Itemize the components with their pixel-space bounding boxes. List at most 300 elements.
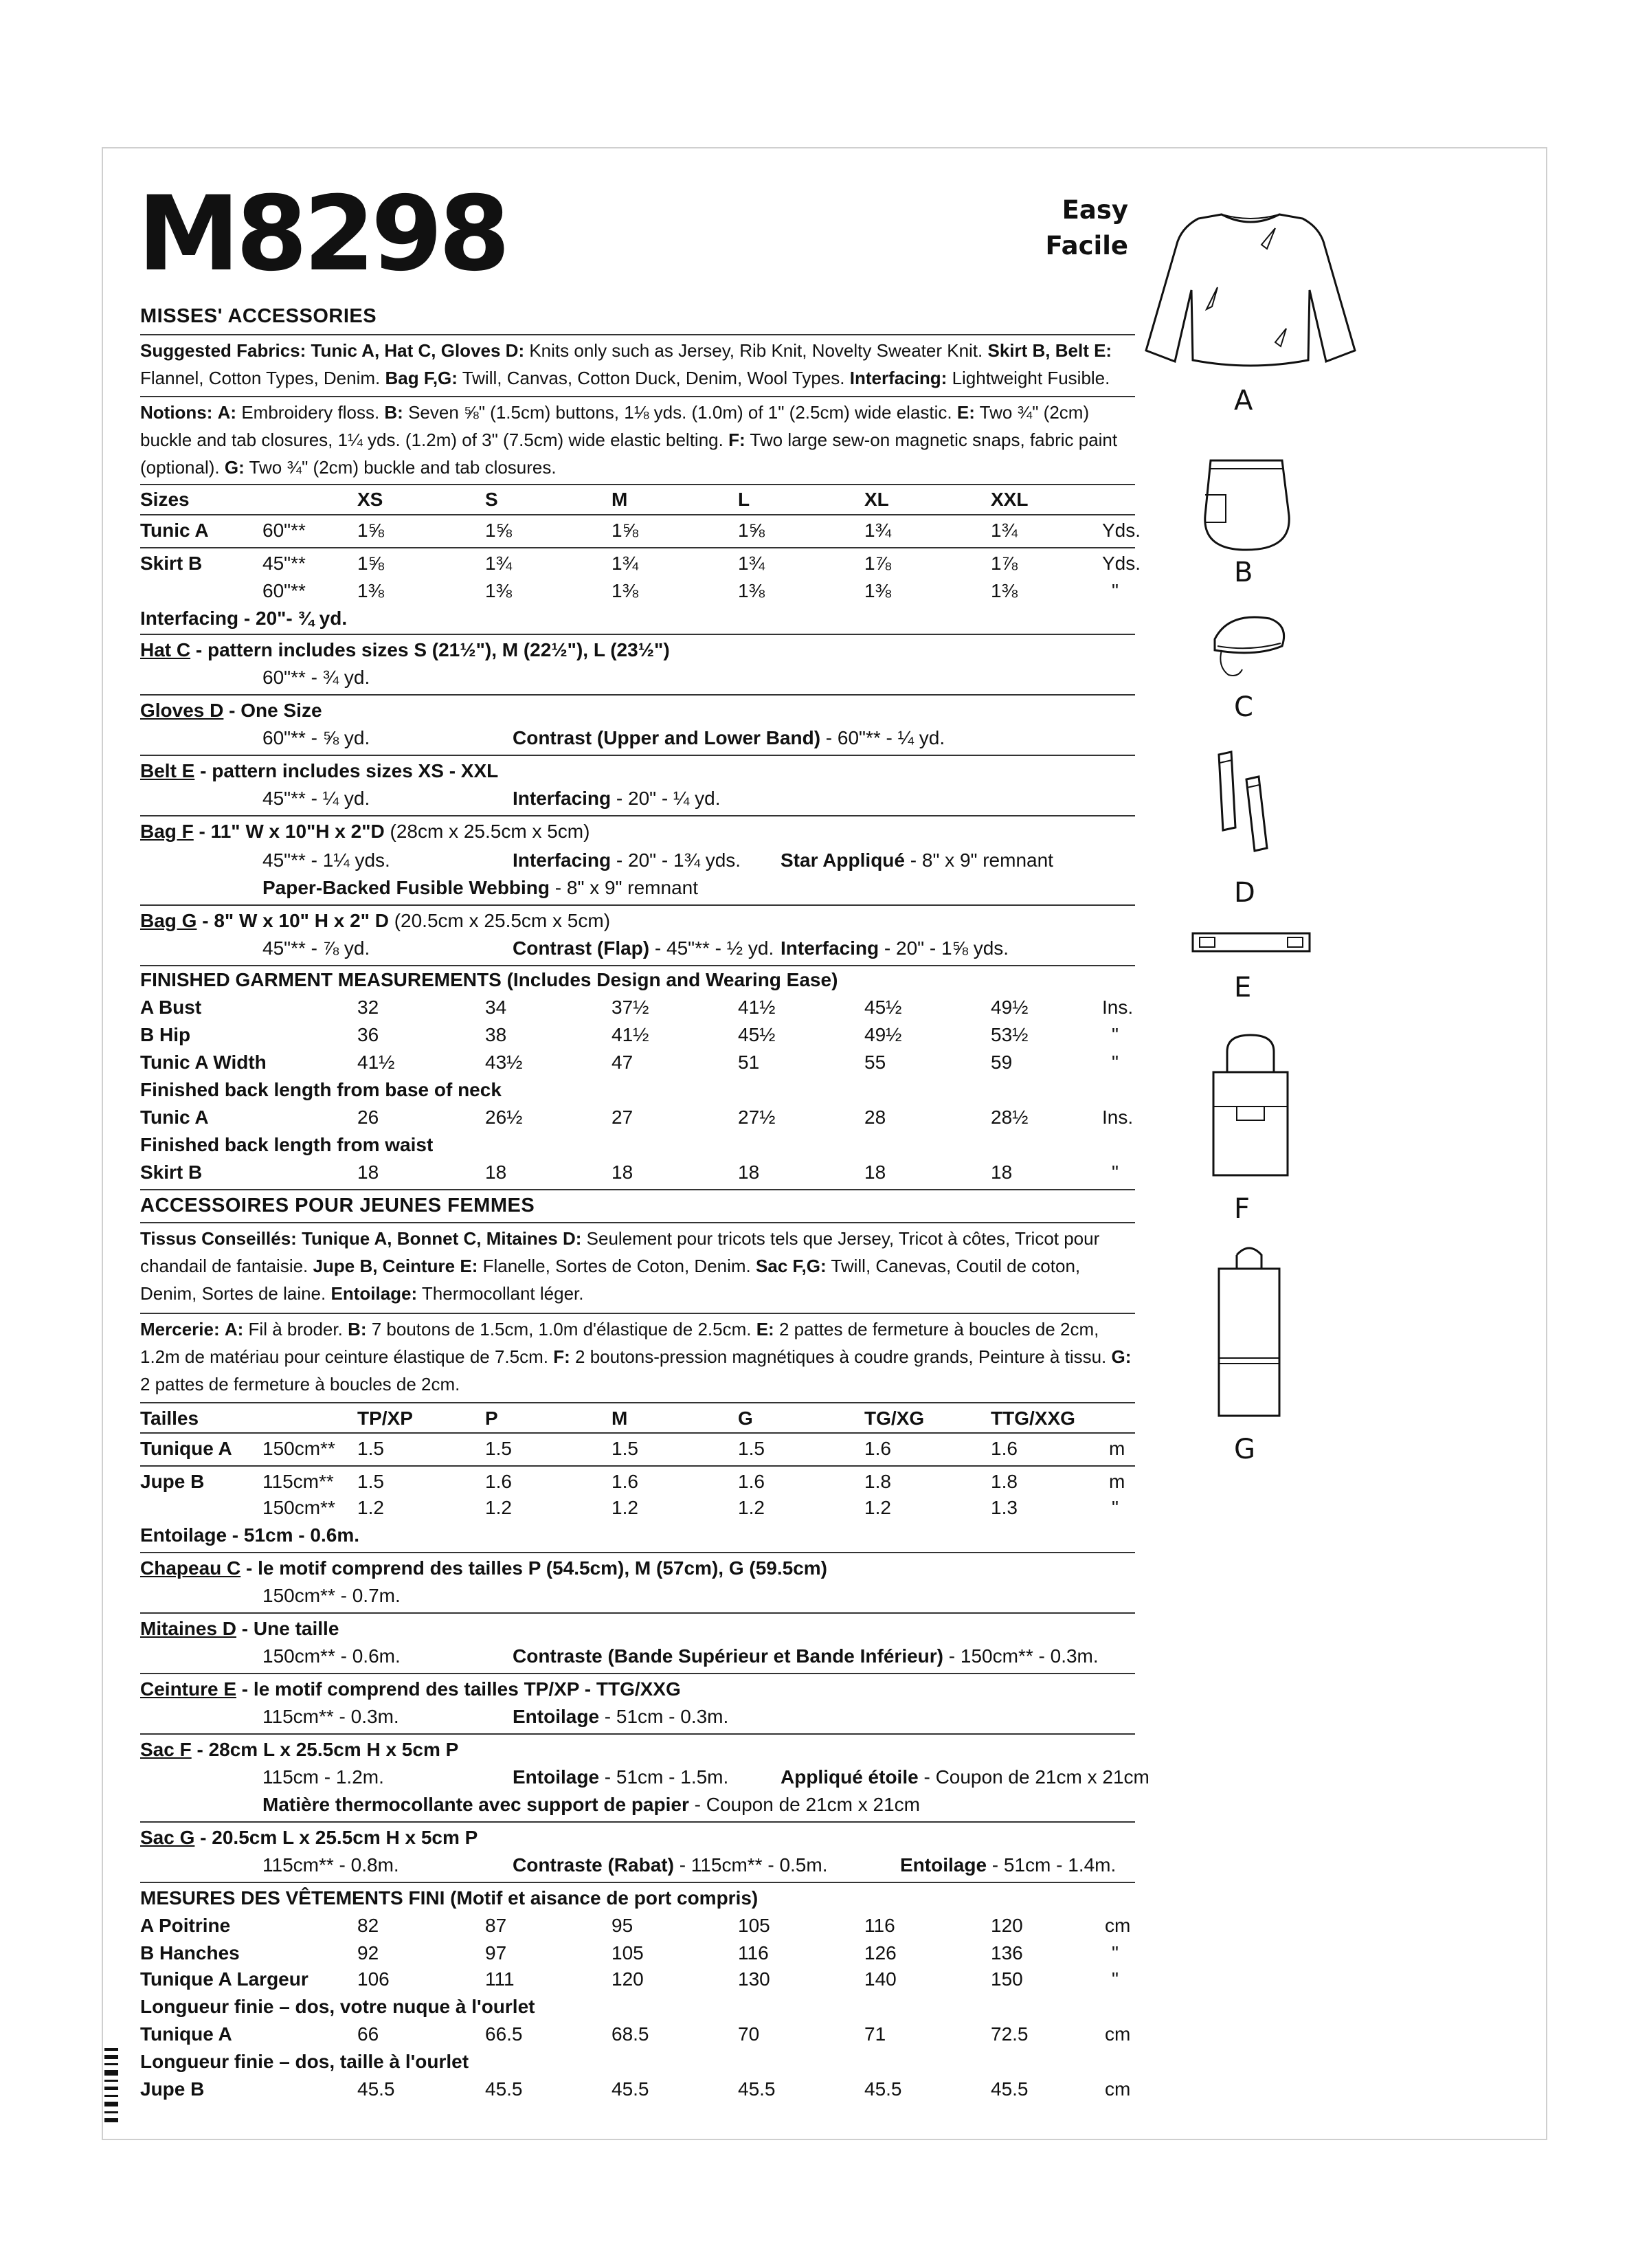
table-cell: 68.5 [612,2023,649,2045]
bag-g-metric: (20.5cm x 25.5cm x 5cm) [388,910,611,931]
notions-f-text: 2 boutons-pression magnétiques à coudre grands, Peinture à tissu. [575,1346,1107,1367]
divider [140,694,1135,696]
table-cell: 1.5 [485,1438,512,1459]
bag-g-contrast [513,935,774,962]
notions-f-text: Two large sew-on magnetic snaps, fabric paint (optional). [140,430,1118,478]
bag-f-title: Sac F [140,1739,192,1760]
table-cell: 1⅞ [991,553,1018,574]
table-cell: 140 [864,1968,897,1990]
unit: cm [1105,2023,1131,2045]
table-cell: 1.6 [738,1471,765,1492]
table-cell: 1⅜ [991,580,1018,601]
table-cell: 45.5 [738,2078,776,2100]
row-label: Tunic A [140,520,209,541]
bag-f-title: Bag F [140,821,194,842]
table-cell: 27 [612,1107,633,1128]
table-cell: 70 [738,2023,760,2045]
hat-c-line: 60"** - ¾ yd. [262,667,370,688]
hat-c-line: 150cm** - 0.7m. [262,1585,401,1606]
fabrics-a-label: Tunique A, Bonnet C, Mitaines D: [302,1228,582,1249]
table-cell: 43½ [485,1052,523,1073]
fabrics-c-text: Twill, Canvas, Cotton Duck, Denim, Wool Types. [462,368,845,388]
size-header: XXL [991,489,1029,510]
table-cell: 18 [864,1161,886,1183]
view-d-gloves-drawing [1212,745,1281,862]
table-cell: 1⅝ [485,520,512,541]
table-cell: 150 [991,1968,1023,1990]
divider [140,484,1135,485]
gloves-d-contrast [513,1643,1099,1670]
table-cell: 1⅝ [738,520,765,541]
table-cell: 1.5 [612,1438,638,1459]
table-cell: 126 [864,1942,897,1964]
table-cell: 105 [612,1942,644,1964]
hat-c-title: Chapeau C [140,1557,241,1579]
table-cell: 1⅞ [864,553,891,574]
table-cell: 1.2 [485,1497,512,1518]
bag-g-title: Sac G [140,1827,195,1848]
star-value: - Coupon de 21cm x 21cm [918,1766,1149,1788]
table-cell: 1⅝ [357,553,384,574]
unit: Ins. [1102,997,1134,1018]
bag-f-paper [262,1791,920,1819]
table-cell: 26 [357,1107,379,1128]
table-cell: 71 [864,2023,886,2045]
belt-e-interfacing [513,785,720,812]
fr-notions [140,1315,1135,1398]
table-cell: 120 [991,1915,1023,1936]
notions-g-text: Two ¾" (2cm) buckle and tab closures. [249,457,557,478]
hat-c-heading [140,1555,827,1582]
measurements-title: MESURES DES VÊTEMENTS FINI (Motif et aisance de port compris) [140,1887,759,1909]
divider [140,1673,1135,1674]
contrast-label: Contrast (Upper and Lower Band) [513,727,821,748]
divider [140,1189,1135,1190]
notions-g-label: G: [224,457,245,478]
interfacing-b: Interfacing - 20"- ¾ yd. [140,608,348,629]
interfacing-value: - 51cm - 1.5m. [599,1766,729,1788]
table-cell: 59 [991,1052,1013,1073]
belt-e-title: Ceinture E [140,1678,237,1700]
table-cell: 1⅝ [612,520,638,541]
contrast-label: Contraste (Bande Supérieur et Bande Inférieur) [513,1645,944,1667]
interfacing-label: Interfacing [781,937,879,959]
table-cell: 1.5 [357,1438,384,1459]
unit: " [1112,1968,1119,1990]
notions-e-text: Two ¾" (2cm) buckle and tab closures, 1¼ yds. (1.2m) of 3" (7.5cm) wide elastic belting. [140,402,1090,450]
size-header: TP/XP [357,1408,413,1429]
fabric-width: 150cm** [262,1438,335,1459]
table-cell: 1⅜ [612,580,638,601]
view-c-hat-drawing [1201,612,1290,680]
table-cell: 45.5 [612,2078,649,2100]
unit: Ins. [1102,1107,1134,1128]
gloves-d-title: Mitaines D [140,1618,237,1639]
table-cell: 34 [485,997,507,1018]
unit: " [1112,1497,1119,1518]
fabrics-a-text: Knits only such as Jersey, Rib Knit, Novelty Sweater Knit. [529,340,983,361]
table-cell: 45.5 [357,2078,395,2100]
barcode-mark [103,2048,120,2124]
notions-b-text: 7 boutons de 1.5cm, 1.0m d'élastique de 2.5cm. [371,1319,752,1339]
star-label: Star Appliqué [781,849,905,871]
size-header: S [485,489,498,510]
size-header: G [738,1408,753,1429]
bag-f-star [781,1764,1149,1791]
en-section-title: MISSES' ACCESSORIES [140,305,377,327]
table-cell: 116 [738,1942,769,1964]
view-label-f: F [1234,1193,1250,1225]
table-cell: 47 [612,1052,633,1073]
notions-a-text: Embroidery floss. [241,402,380,423]
table-cell: 116 [864,1915,895,1936]
table-cell: 41½ [738,997,776,1018]
size-header: XL [864,489,889,510]
table-cell: 1.2 [864,1497,891,1518]
divider [140,904,1135,906]
view-label-g: G [1234,1434,1255,1465]
table-cell: 18 [991,1161,1013,1183]
fabric-width: 45"** [262,553,306,574]
interfacing-label: Interfacing [513,849,612,871]
divider [140,1432,1135,1434]
view-b-skirt-drawing [1196,454,1299,557]
table-cell: 38 [485,1024,507,1045]
unit: m [1109,1471,1125,1492]
paper-label: Paper-Backed Fusible Webbing [262,877,550,898]
bag-g-desc: - 20.5cm L x 25.5cm H x 5cm P [194,1827,478,1848]
table-cell: 45.5 [485,2078,523,2100]
table-cell: 26½ [485,1107,523,1128]
bag-g-line: 115cm** - 0.8m. [262,1854,399,1876]
paper-value: - Coupon de 21cm x 21cm [688,1794,921,1815]
interfacing-value: - 51cm - 0.3m. [599,1706,729,1727]
belt-e-heading [140,1676,681,1703]
table-cell: 1⅜ [485,580,512,601]
divider [140,1402,1135,1403]
table-cell: 1.8 [991,1471,1018,1492]
paper-label: Matière thermocollante avec support de papier [262,1794,689,1815]
table-cell: 45½ [864,997,902,1018]
divider [140,396,1135,397]
table-cell: 82 [357,1915,379,1936]
table-cell: 1⅜ [357,580,384,601]
divider [140,1733,1135,1735]
gloves-d-contrast [513,724,945,752]
table-cell: 1.6 [485,1471,512,1492]
interfacing-b: Entoilage - 51cm - 0.6m. [140,1524,359,1546]
contrast-value: - 150cm** - 0.3m. [943,1645,1099,1667]
table-cell: 120 [612,1968,644,1990]
size-header: XS [357,489,383,510]
gloves-d-title: Gloves D [140,700,224,721]
bag-g-contrast [513,1852,827,1879]
fabrics-d-label: Entoilage: [330,1283,418,1304]
size-header: P [485,1408,498,1429]
table-cell: 87 [485,1915,507,1936]
table-cell: 18 [485,1161,507,1183]
divider [140,514,1135,515]
unit: m [1109,1438,1125,1459]
table-cell: 28 [864,1107,886,1128]
contrast-value: - 45"** - ½ yd. [649,937,774,959]
divider [140,334,1135,335]
table-cell: 92 [357,1942,379,1964]
star-value: - 8" x 9" remnant [904,849,1053,871]
fabrics-c-label: Bag F,G: [385,368,458,388]
divider [140,755,1135,756]
bag-f-desc: - 28cm L x 25.5cm H x 5cm P [191,1739,459,1760]
view-label-e: E [1234,972,1252,1003]
row-label: Skirt B [140,553,203,574]
row-label: Tunic A [140,1107,209,1128]
table-cell: 1¾ [738,553,765,574]
table-cell: 136 [991,1942,1023,1964]
gloves-d-line: 150cm** - 0.6m. [262,1645,401,1667]
table-cell: 53½ [991,1024,1029,1045]
belt-e-heading [140,757,498,785]
notions-label: Notions: [140,402,213,423]
hat-c-heading [140,636,670,664]
table-cell: 1.6 [864,1438,891,1459]
star-label: Appliqué étoile [781,1766,919,1788]
divider [140,1612,1135,1614]
size-header: TG/XG [864,1408,925,1429]
bag-f-heading [140,818,590,845]
table-cell: 1.5 [357,1471,384,1492]
table-cell: 37½ [612,997,649,1018]
view-label-a: A [1234,385,1253,416]
difficulty-en: Easy [1062,195,1128,225]
fabrics-d-text: Thermocollant léger. [421,1283,584,1304]
table-cell: 28½ [991,1107,1029,1128]
row-label: B Hip [140,1024,191,1045]
bag-g-title: Bag G [140,910,197,931]
divider [140,634,1135,635]
difficulty-fr: Facile [1045,231,1128,260]
table-cell: 1.6 [612,1471,638,1492]
fr-fabrics [140,1225,1135,1307]
bag-g-interfacing [900,1852,1116,1879]
contrast-label: Contrast (Flap) [513,937,650,959]
belt-e-interfacing [513,1703,728,1731]
view-label-b: B [1234,557,1253,588]
gloves-d-desc: - One Size [223,700,322,721]
fabrics-a-label: Tunic A, Hat C, Gloves D: [311,340,525,361]
table-cell: 18 [738,1161,760,1183]
table-cell: 111 [485,1968,515,1990]
contrast-value: - 115cm** - 0.5m. [673,1854,828,1876]
table-cell: 32 [357,997,379,1018]
sizes-label: Sizes [140,489,190,510]
gloves-d-heading [140,697,322,724]
bag-g-interfacing [781,935,1009,962]
sizes-label: Tailles [140,1408,199,1429]
view-label-d: D [1234,877,1255,909]
notions-b-label: B: [384,402,403,423]
table-cell: 18 [357,1161,379,1183]
sub-heading: Finished back length from base of neck [140,1079,502,1100]
divider [140,1821,1135,1823]
view-label-c: C [1234,691,1253,723]
row-label: Jupe B [140,1471,205,1492]
fabrics-d-text: Lightweight Fusible. [952,368,1110,388]
notions-e-label: E: [956,402,975,423]
table-cell: 41½ [357,1052,395,1073]
bag-f-heading [140,1736,458,1764]
bag-f-interfacing [513,1764,728,1791]
bag-f-desc: - 11" W x 10"H x 2"D [193,821,385,842]
bag-g-heading [140,907,610,935]
view-f-bag-drawing [1209,1031,1292,1182]
sub-heading: Longueur finie – dos, taille à l'ourlet [140,2051,469,2072]
table-cell: 41½ [612,1024,649,1045]
fabrics-label: Suggested Fabrics: [140,340,306,361]
table-cell: 55 [864,1052,886,1073]
fabrics-b-text: Flanelle, Sortes de Coton, Denim. [482,1256,751,1276]
view-e-belt-drawing [1191,931,1312,955]
fabrics-b-label: Jupe B, Ceinture E: [313,1256,478,1276]
fabrics-d-label: Interfacing: [849,368,947,388]
fabric-width: 60"** [262,580,306,601]
table-cell: 49½ [991,997,1029,1018]
notions-b-label: B: [348,1319,367,1339]
table-cell: 1¾ [991,520,1018,541]
notions-g-text: 2 pattes de fermeture à boucles de 2cm. [140,1374,460,1394]
table-cell: 1.5 [738,1438,765,1459]
gloves-d-heading [140,1615,339,1643]
size-header: TTG/XXG [991,1408,1075,1429]
table-cell: 72.5 [991,2023,1029,2045]
table-cell: 1⅝ [357,520,384,541]
table-cell: 1.2 [612,1497,638,1518]
fabrics-b-label: Skirt B, Belt E: [987,340,1112,361]
table-cell: 1.8 [864,1471,891,1492]
view-g-bag-drawing [1215,1241,1283,1420]
fabric-width: 115cm** [262,1471,334,1492]
table-cell: 106 [357,1968,390,1990]
table-cell: 130 [738,1968,770,1990]
interfacing-label: Entoilage [513,1766,600,1788]
notions-a-label: A: [217,402,237,423]
table-cell: 18 [612,1161,633,1183]
bag-f-line: 115cm - 1.2m. [262,1766,384,1788]
bag-f-interfacing [513,847,741,874]
interfacing-label: Entoilage [513,1706,600,1727]
notions-f-label: F: [728,430,745,450]
fabrics-c-label: Sac F,G: [756,1256,827,1276]
divider [140,815,1135,816]
table-cell: 95 [612,1915,633,1936]
sub-heading: Finished back length from waist [140,1134,434,1155]
fabric-width: 150cm** [262,1497,335,1518]
contrast-label: Contraste (Rabat) [513,1854,674,1876]
notions-f-label: F: [553,1346,570,1367]
divider [140,547,1135,548]
contrast-value: - 60"** - ¼ yd. [820,727,945,748]
fabrics-c-text: Twill, Canevas, Coutil de coton, Denim, Sortes de laine. [140,1256,1081,1304]
table-cell: 1.6 [991,1438,1018,1459]
bag-g-line: 45"** - ⅞ yd. [262,937,370,959]
fr-section-title: ACCESSOIRES POUR JEUNES FEMMES [140,1194,535,1216]
row-label: Skirt B [140,1161,203,1183]
bag-f-line: 45"** - 1¼ yds. [262,849,390,871]
notions-a-text: Fil à broder. [248,1319,343,1339]
unit: Yds. [1102,520,1141,541]
gloves-d-line: 60"** - ⅝ yd. [262,727,370,748]
interfacing-label: Entoilage [900,1854,987,1876]
table-cell: 45.5 [864,2078,902,2100]
table-cell: 66 [357,2023,379,2045]
bag-g-desc: - 8" W x 10" H x 2" D [197,910,389,931]
row-label: Tunique A [140,2023,232,2045]
difficulty-label [1017,192,1128,264]
table-cell: 1¾ [612,553,638,574]
sub-heading: Longueur finie – dos, votre nuque à l'ourlet [140,1996,535,2017]
table-cell: 27½ [738,1107,776,1128]
belt-e-line: 45"** - ¼ yd. [262,788,370,809]
interfacing-value: - 20" - 1⅝ yds. [879,937,1009,959]
fabrics-b-text: Flannel, Cotton Types, Denim. [140,368,381,388]
pattern-number: M8298 [137,175,506,294]
unit: " [1112,580,1119,601]
interfacing-label: Interfacing [513,788,612,809]
view-a-tunic-drawing [1141,187,1360,379]
belt-e-line: 115cm** - 0.3m. [262,1706,399,1727]
fabric-width: 60"** [262,520,306,541]
size-header: M [612,489,628,510]
fabrics-a-text: Seulement pour tricots tels que Jersey, Tricot à côtes, Tricot pour chandail de fantaisie. [140,1228,1100,1276]
table-cell: 1⅜ [864,580,891,601]
belt-e-title: Belt E [140,760,195,781]
row-label: A Poitrine [140,1915,231,1936]
en-fabrics [140,337,1135,392]
size-header: L [738,489,750,510]
table-cell: 45.5 [991,2078,1029,2100]
table-cell: 1.2 [738,1497,765,1518]
table-cell: 1⅜ [738,580,765,601]
notions-label: Mercerie: [140,1319,220,1339]
row-label: A Bust [140,997,202,1018]
table-cell: 51 [738,1052,760,1073]
notions-e-label: E: [756,1319,774,1339]
table-cell: 49½ [864,1024,902,1045]
divider [140,1552,1135,1553]
table-cell: 1¾ [485,553,512,574]
hat-c-title: Hat C [140,639,191,660]
bag-f-star [781,847,1053,874]
unit: " [1112,1024,1119,1045]
hat-c-desc: - le motif comprend des tailles P (54.5cm), M (57cm), G (59.5cm) [240,1557,828,1579]
unit: " [1112,1942,1119,1964]
row-label: Tunique A Largeur [140,1968,309,1990]
row-label: Tunic A Width [140,1052,267,1073]
belt-e-desc: - le motif comprend des tailles TP/XP - TTG/XXG [236,1678,681,1700]
unit: " [1112,1052,1119,1073]
interfacing-value: - 20" - 1¾ yds. [611,849,741,871]
bag-f-paper [262,874,698,902]
unit: cm [1105,1915,1131,1936]
unit: " [1112,1161,1119,1183]
interfacing-value: - 20" - ¼ yd. [611,788,721,809]
table-cell: 1.2 [357,1497,384,1518]
row-label: Tunique A [140,1438,232,1459]
table-cell: 36 [357,1024,379,1045]
paper-value: - 8" x 9" remnant [550,877,698,898]
divider [140,1465,1135,1467]
divider [140,1313,1135,1314]
bag-f-metric: (28cm x 25.5cm x 5cm) [384,821,590,842]
